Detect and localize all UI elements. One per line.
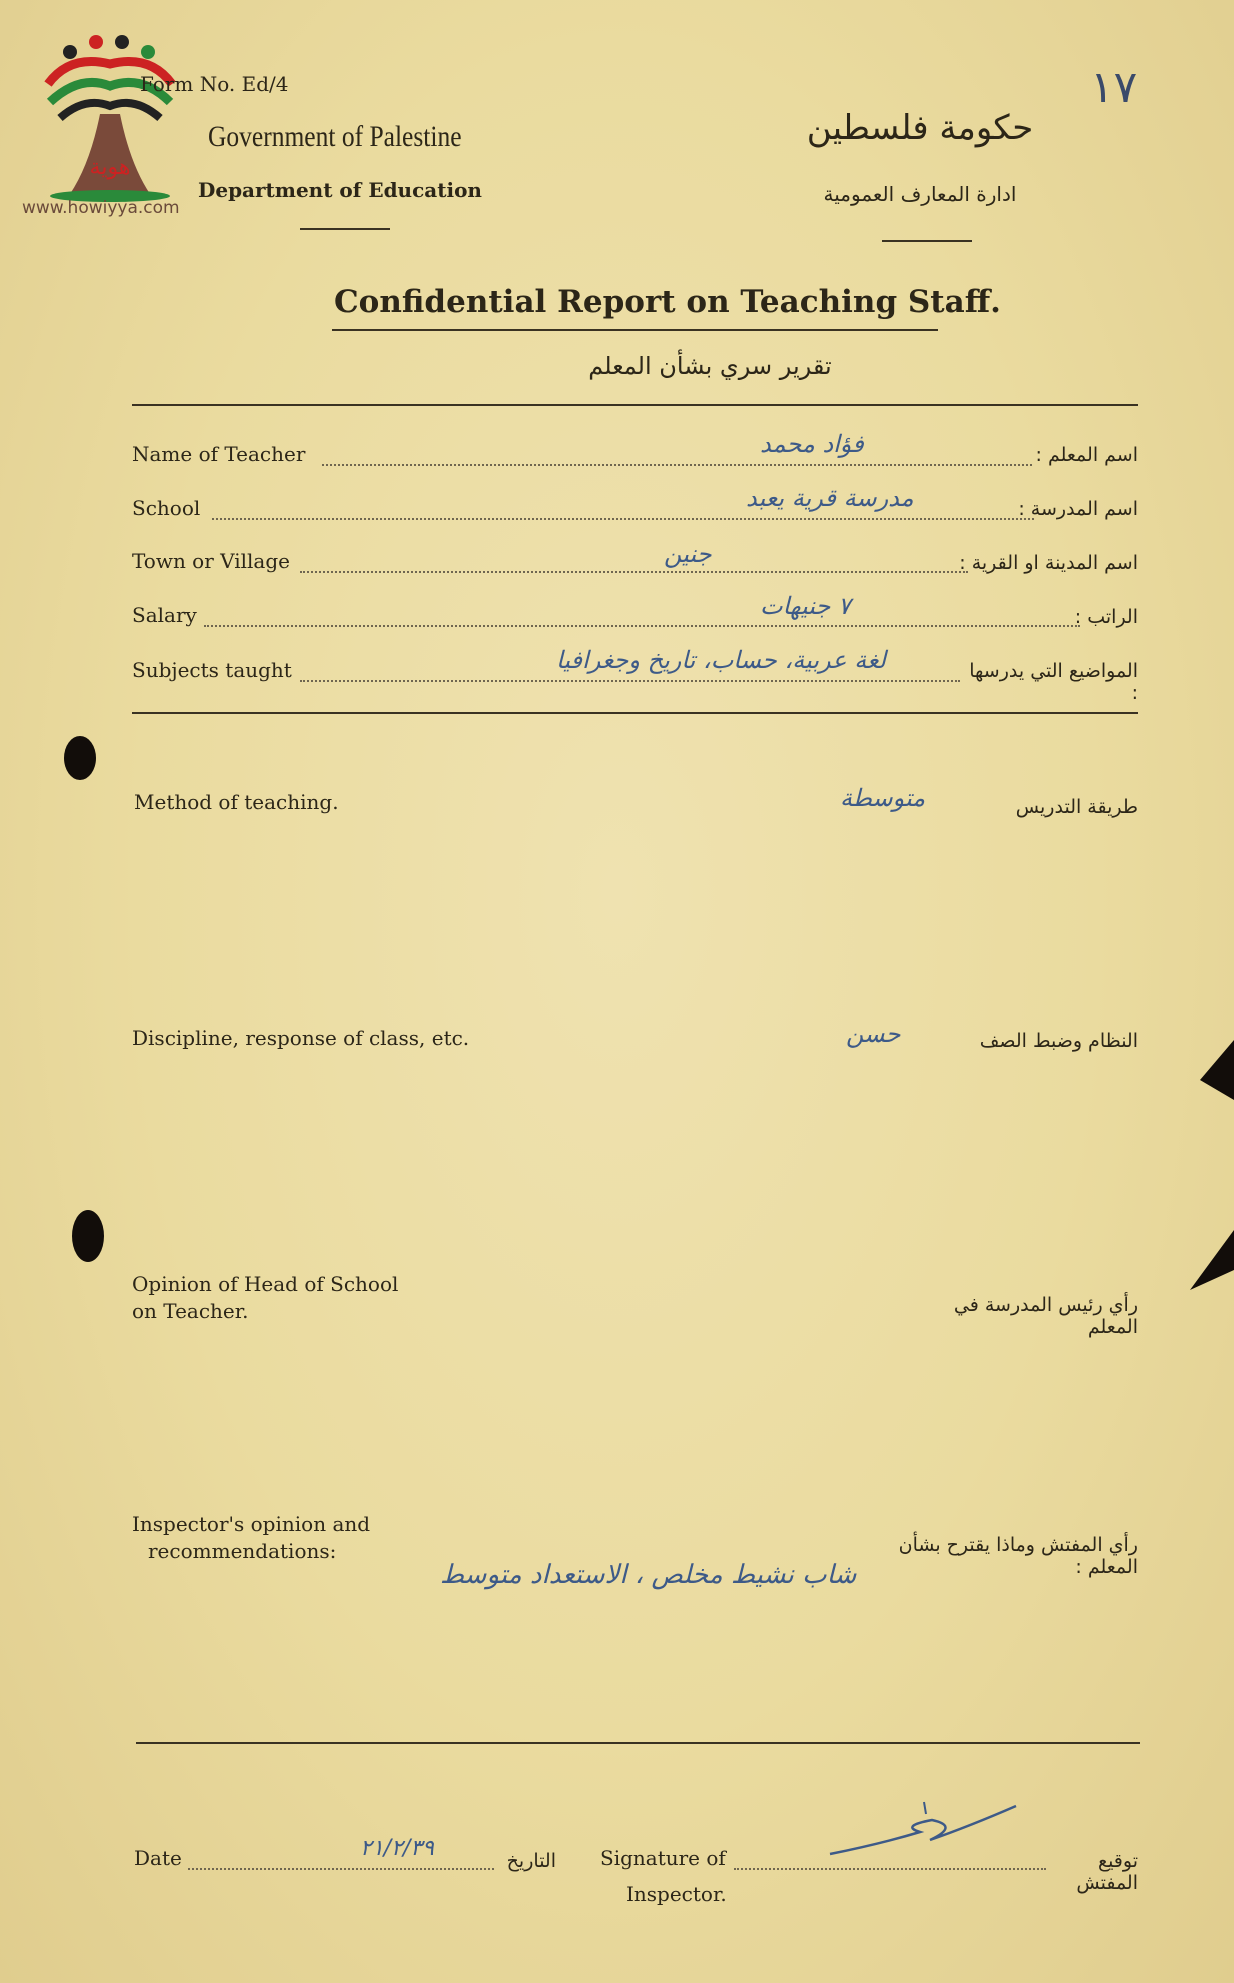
section-label-en-line1: Inspector's opinion and <box>132 1512 371 1536</box>
footer-rule <box>136 1742 1140 1744</box>
field-value: مدرسة قرية يعبد <box>746 484 914 512</box>
field-label-ar: اسم المدينة او القرية : <box>959 552 1138 574</box>
government-title-en: Government of Palestine <box>208 120 462 153</box>
page-mark: ١٧ <box>1090 62 1138 113</box>
department-ar: ادارة المعارف العمومية <box>823 182 1017 206</box>
field-label-en: Salary <box>132 603 197 627</box>
signature-label-ar: توقيع المفتش <box>1076 1850 1138 1894</box>
field-label-ar: الراتب : <box>1074 606 1138 628</box>
field-label-en: Name of Teacher <box>132 442 306 466</box>
signature-label-en-line2: Inspector. <box>626 1882 727 1906</box>
section-label-en-line1: Opinion of Head of School <box>132 1272 399 1296</box>
howiyya-logo <box>30 24 190 224</box>
logo-text: هوية <box>89 155 131 180</box>
watermark-url: www.howiyya.com <box>22 198 180 218</box>
report-title-en: Confidential Report on Teaching Staff. <box>334 284 1001 320</box>
field-dotted-line <box>300 680 960 682</box>
date-label-ar: التاريخ <box>506 1850 556 1872</box>
inspector-signature <box>820 1796 1020 1866</box>
binder-hole-top <box>64 736 96 780</box>
field-label-ar: اسم المدرسة : <box>1018 498 1138 520</box>
header-divider-right <box>882 240 972 242</box>
section-label-ar: النظام وضبط الصف <box>979 1030 1138 1052</box>
field-label-en: School <box>132 496 201 520</box>
date-value: ٢١/٢/٣٩ <box>360 1836 434 1861</box>
section-label-en-line2: on Teacher. <box>132 1299 249 1323</box>
field-value: فؤاد محمد <box>760 430 864 458</box>
fields-bottom-rule <box>132 712 1138 714</box>
field-label-en: Town or Village <box>132 549 290 573</box>
form-number: Form No. Ed/4 <box>140 72 289 96</box>
field-dotted-line <box>204 625 1080 627</box>
binder-hole-bottom <box>72 1210 104 1262</box>
field-dotted-line <box>212 518 1034 520</box>
field-value: جنين <box>664 540 712 568</box>
section-label-en: Discipline, response of class, etc. <box>132 1026 470 1050</box>
field-dotted-line <box>322 464 1032 466</box>
section-value: متوسطة <box>840 784 926 812</box>
title-underline <box>332 329 938 331</box>
section-label-ar: رأي رئيس المدرسة في المعلم <box>953 1294 1138 1338</box>
section-value: حسن <box>846 1020 901 1048</box>
field-label-ar: المواضيع التي يدرسها : <box>969 660 1138 704</box>
title-rule <box>132 404 1138 406</box>
page-edge-tear-right <box>1160 1020 1234 1320</box>
field-value: ٧ جنيهات <box>760 592 851 620</box>
signature-label-en-line1: Signature of <box>600 1846 726 1870</box>
section-label-ar: طريقة التدريس <box>1015 796 1138 818</box>
section-label-ar: رأي المفتش وماذا يقترح بشأن المعلم : <box>898 1534 1138 1578</box>
section-label-en: Method of teaching. <box>134 790 339 814</box>
report-title-ar: تقرير سري بشأن المعلم <box>588 352 832 380</box>
field-value: لغة عربية، حساب، تاريخ وجغرافيا <box>556 646 886 674</box>
department-en: Department of Education <box>198 178 482 202</box>
date-dotted-line <box>188 1868 494 1870</box>
field-dotted-line <box>300 571 968 573</box>
section-value: شاب نشيط مخلص ، الاستعداد متوسط <box>440 1560 857 1590</box>
government-title-ar: حكومة فلسطين <box>806 108 1034 148</box>
field-label-ar: اسم المعلم : <box>1035 444 1138 466</box>
signature-dotted-line <box>734 1868 1046 1870</box>
header-divider-left <box>300 228 390 230</box>
date-label-en: Date <box>134 1846 182 1870</box>
section-label-en-line2: recommendations: <box>148 1539 337 1563</box>
field-label-en: Subjects taught <box>132 658 292 682</box>
